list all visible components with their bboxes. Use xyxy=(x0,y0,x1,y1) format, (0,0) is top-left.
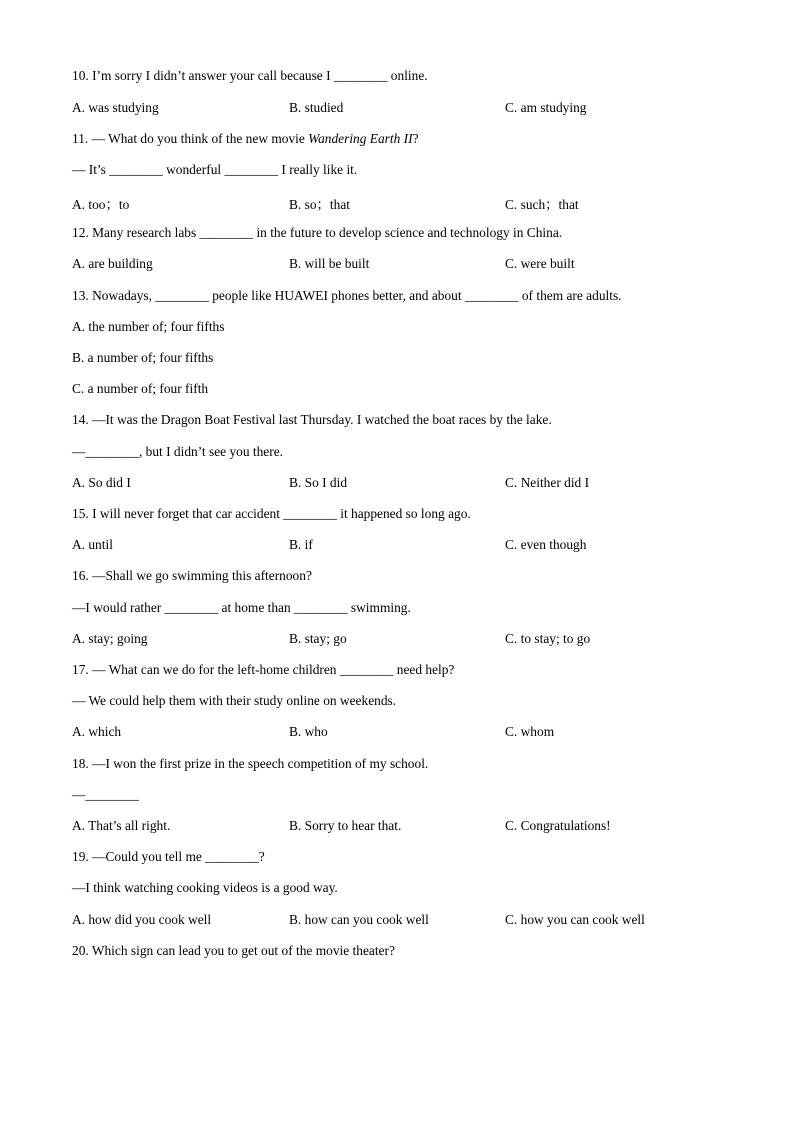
question-10-stem: 10. I’m sorry I didn’t answer your call because I ________ online. xyxy=(72,68,428,83)
question-13-option-a: A. the number of; four fifths xyxy=(72,319,225,334)
question-11-option-c: C. such；that xyxy=(505,197,579,212)
question-11-option-a: A. too；to xyxy=(72,197,130,212)
question-17-option-b: B. who xyxy=(289,724,328,739)
question-11-stem-pre: 11. — What do you think of the new movie xyxy=(72,131,309,146)
question-16-option-b: B. stay; go xyxy=(289,631,347,646)
question-19-stem: 19. —Could you tell me ________? xyxy=(72,849,265,864)
question-18-reply: —________ xyxy=(72,787,139,802)
question-13-option-b: B. a number of; four fifths xyxy=(72,350,214,365)
question-17-option-c: C. whom xyxy=(505,724,555,739)
question-11-stem xyxy=(72,131,419,147)
question-15-option-a: A. until xyxy=(72,537,113,552)
question-11-stem-post: ? xyxy=(412,131,419,146)
question-17-reply: — We could help them with their study online on weekends. xyxy=(72,693,397,708)
question-17-option-a: A. which xyxy=(72,724,122,739)
question-14-option-a: A. So did I xyxy=(72,475,131,490)
question-20-stem: 20. Which sign can lead you to get out of the movie theater? xyxy=(72,943,395,958)
question-19-reply: —I think watching cooking videos is a good way. xyxy=(72,880,338,895)
question-18-stem: 18. —I won the first prize in the speech competition of my school. xyxy=(72,756,429,771)
question-15-stem: 15. I will never forget that car accident ________ it happened so long ago. xyxy=(72,506,471,521)
question-13-stem: 13. Nowadays, ________ people like HUAWEI phones better, and about ________ of them are adults. xyxy=(72,288,622,303)
question-12-option-b: B. will be built xyxy=(289,256,370,271)
question-13-option-c: C. a number of; four fifth xyxy=(72,381,209,396)
question-11-option-b: B. so；that xyxy=(289,197,351,212)
question-18-option-a: A. That’s all right. xyxy=(72,818,171,833)
question-15-option-b: B. if xyxy=(289,537,313,552)
question-16-reply: —I would rather ________ at home than ________ swimming. xyxy=(72,600,411,615)
question-15-option-c: C. even though xyxy=(505,537,587,552)
question-12-stem: 12. Many research labs ________ in the future to develop science and technology in China. xyxy=(72,225,563,240)
question-10-option-b: B. studied xyxy=(289,100,344,115)
question-14-stem: 14. —It was the Dragon Boat Festival last Thursday. I watched the boat races by the lake. xyxy=(72,412,552,427)
question-19-option-a: A. how did you cook well xyxy=(72,912,212,927)
question-16-option-a: A. stay; going xyxy=(72,631,148,646)
question-10-option-c: C. am studying xyxy=(505,100,587,115)
question-19-option-b: B. how can you cook well xyxy=(289,912,429,927)
question-10-option-a: A. was studying xyxy=(72,100,159,115)
question-12-option-a: A. are building xyxy=(72,256,153,271)
question-18-option-b: B. Sorry to hear that. xyxy=(289,818,402,833)
question-14-option-b: B. So I did xyxy=(289,475,348,490)
question-14-reply: —________, but I didn’t see you there. xyxy=(72,444,283,459)
question-11-reply: — It’s ________ wonderful ________ I really like it. xyxy=(72,162,358,177)
question-19-option-c: C. how you can cook well xyxy=(505,912,645,927)
movie-title: Wandering Earth II xyxy=(308,131,413,146)
question-16-stem: 16. —Shall we go swimming this afternoon? xyxy=(72,568,312,583)
question-12-option-c: C. were built xyxy=(505,256,575,271)
question-14-option-c: C. Neither did I xyxy=(505,475,590,490)
question-17-stem: 17. — What can we do for the left-home children ________ need help? xyxy=(72,662,455,677)
question-16-option-c: C. to stay; to go xyxy=(505,631,591,646)
question-18-option-c: C. Congratulations! xyxy=(505,818,611,833)
